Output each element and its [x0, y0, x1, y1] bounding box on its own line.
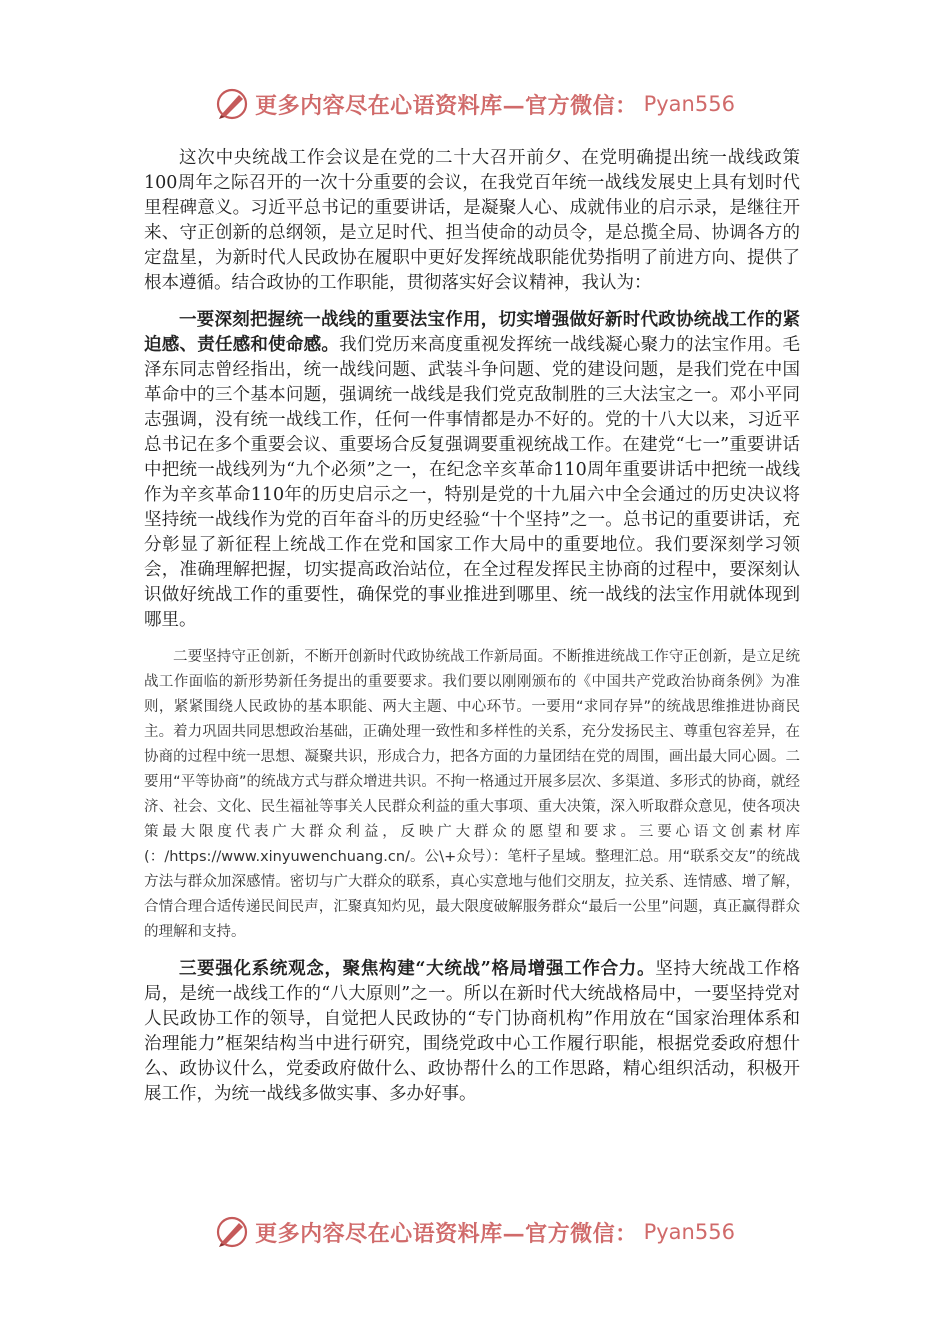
paragraph-point-three [144, 957, 800, 1107]
document-body [144, 146, 800, 1107]
watermark-wechat-id: Pyan556 [643, 92, 735, 116]
watermark-wechat-id: Pyan556 [643, 1220, 735, 1244]
paragraph-point-two: 二要坚持守正创新，不断开创新时代政协统战工作新局面。不断推进统战工作守正创新，是立足统战工作面临的新形势新任务提出的重要要求。我们要以刚刚颁布的《中国共产党政治协商条例》为准则，紧紧围绕人民政协的基本职能、两大主题、中心环节。一要用“求同存异”的统战思维推进协商民主。着力巩固共同思想政治基础，正确处理一致性和多样性的关系，充分发扬民主、尊重包容差异，在协商的过程中统一思想、凝聚共识，形成合力，把各方面的力量团结在党的周围，画出最大同心圆。二要用“平等协商”的统战方式与群众增进共识。不拘一格通过开展多层次、多渠道、多形式的协商，就经济、社会、文化、民生福祉等事关人民群众利益的重大事项、重大决策，深入听取群众意见，使各项决策最大限度代表广大群众利益，反映广大群众的愿望和要求。三要心语文创素材库(：/https://www.xinyuwenchuang.cn/。公\+众号）：笔杆子星域。整理汇总。用“联系交友”的统战方法与群众加深感情。密切与广大群众的联系，真心实意地与他们交朋友，拉关系、连情感、增了解，合情合理合适传递民间民声，汇聚真知灼见，最大限度破解服务群众“最后一公里”问题，真正赢得群众的理解和支持。 [144, 649, 800, 940]
point-three-body: 坚持大统战工作格局，是统一战线工作的“八大原则”之一。所以在新时代大统战格局中，一要坚持党对人民政协工作的领导，自觉把人民政协的“专门协商机构”作用放在“国家治理体系和治理能力”框架结构当中进行研究，围绕党政中心工作履行职能，根据党委政府想什么、政协议什么，党委政府做什么、政协帮什么的工作思路，精心组织活动，积极开展工作，为统一战线多做实事、多办好事。 [144, 959, 800, 1104]
paragraph-point-one [144, 308, 800, 633]
watermark-header [0, 84, 950, 124]
paragraph-intro: 这次中央统战工作会议是在党的二十大召开前夕、在党明确提出统一战线政策100周年之际召开的一次十分重要的会议，在我党百年统一战线发展史上具有划时代里程碑意义。习近平总书记的重要讲话，是凝聚人心、成就伟业的启示录，是继往开来、守正创新的总纲领，是立足时代、担当使命的动员令，是总揽全局、协调各方的定盘星，为新时代人民政协在履职中更好发挥统战职能优势指明了前进方向、提供了根本遵循。结合政协的工作职能，贯彻落实好会议精神，我认为： [144, 148, 800, 293]
point-one-body: 我们党历来高度重视发挥统一战线凝心聚力的法宝作用。毛泽东同志曾经指出，统一战线问题、武装斗争问题、党的建设问题，是我们党在中国革命中的三个基本问题，强调统一战线是我们党克敌制胜的三大法宝之一。邓小平同志强调，没有统一战线工作，任何一件事情都是办不好的。党的十八大以来，习近平总书记在多个重要会议、重要场合反复强调要重视统战工作。在建党“七一”重要讲话中把统一战线列为“九个必须”之一，在纪念辛亥革命110周年重要讲话中把统一战线作为辛亥革命110年的历史启示之一，特别是党的十九届六中全会通过的历史决议将坚持统一战线作为党的百年奋斗的历史经验“十个坚持”之一。总书记的重要讲话，充分彰显了新征程上统战工作在党和国家工作大局中的重要地位。我们要深刻学习领会，准确理解把握，切实提高政治站位，在全过程发挥民主协商的过程中，要深刻认识做好统战工作的重要性，确保党的事业推进到哪里、统一战线的法宝作用就体现到哪里。 [144, 335, 801, 630]
point-one-heading: 一要深刻把握统一战线的重要法宝作用，切实增强做好新时代政协统战工作的紧迫感、责任感和使命感。 [144, 310, 800, 355]
pen-logo-icon [215, 87, 249, 121]
watermark-text: 更多内容尽在心语资料库—官方微信： [255, 1220, 638, 1247]
point-three-heading: 三要强化系统观念，聚焦构建“大统战”格局增强工作合力。 [179, 959, 656, 979]
pen-logo-icon [215, 1215, 249, 1249]
watermark-footer [0, 1212, 950, 1252]
watermark-text: 更多内容尽在心语资料库—官方微信： [255, 92, 638, 119]
